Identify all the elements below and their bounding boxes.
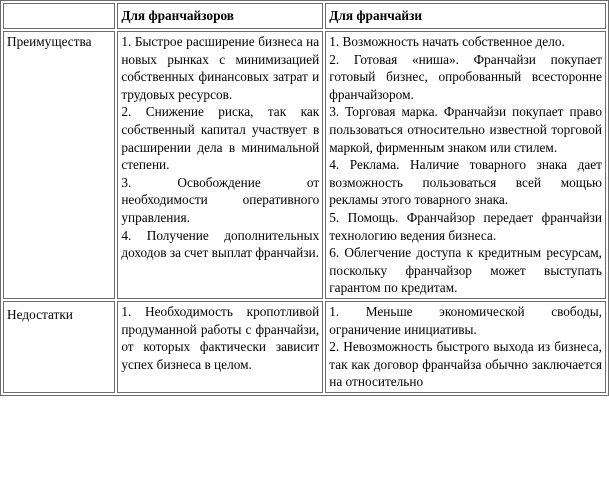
list-item: 4. Получение дополнительных доходов за счет выплат франчайзи. (121, 227, 320, 261)
list-item: 3. Освобождение от необходимости оперативного управления. (121, 174, 320, 225)
table-row-advantages (3, 31, 606, 299)
header-franchisee: Для франчайзи (325, 3, 606, 29)
list-item: 2. Невозможность быстрого выхода из бизнеса, так как договор франчайза обычно заключается на относительно (329, 339, 602, 390)
disadvantages-franchisee-cell (325, 301, 606, 393)
list-item: 6. Облегчение доступа к кредитным ресурсам, поскольку франчайзор может выступать гарантом по кредитам. (329, 245, 602, 296)
list-item: 2. Готовая «ниша». Франчайзи покупает готовый бизнес, опробованный всесторонне франчайзором. (329, 51, 602, 102)
row-label-disadvantages: Недостатки (3, 301, 115, 393)
advantages-franchisee-cell (325, 31, 606, 299)
advantages-franchisor-cell (117, 31, 323, 299)
list-item: 5. Помощь. Франчайзор передает франчайзи технологию ведения бизнеса. (329, 209, 602, 243)
row-label-advantages: Преимущества (3, 31, 115, 299)
list-item: 1. Необходимость кропотливой продуманной работы с франчайзи, от которых фактически зависит успех бизнеса в целом. (121, 303, 320, 372)
list-item: 2. Снижение риска, так как собственный капитал участвует в расширении дела в минимальной степени. (121, 104, 320, 173)
list-item: 4. Реклама. Наличие товарного знака дает возможность пользоваться всей мощью рекламы этого товарного знака. (329, 157, 602, 208)
header-row (3, 3, 606, 29)
list-item: 3. Торговая марка. Франчайзи покупает право пользоваться относительно известной торговой маркой, фирменным знаком или стилем. (329, 104, 602, 155)
header-empty-cell (3, 3, 115, 29)
disadvantages-franchisor-cell (117, 301, 323, 393)
list-item: 1. Быстрое расширение бизнеса на новых рынках с минимизацией собственных финансовых затрат и трудовых ресурсов. (121, 34, 320, 102)
header-franchisor: Для франчайзоров (117, 3, 323, 29)
table-row-disadvantages (3, 301, 606, 393)
list-item: 1. Возможность начать собственное дело. (329, 34, 565, 49)
list-item: 1. Меньше экономической свободы, ограничение инициативы. (329, 303, 602, 337)
